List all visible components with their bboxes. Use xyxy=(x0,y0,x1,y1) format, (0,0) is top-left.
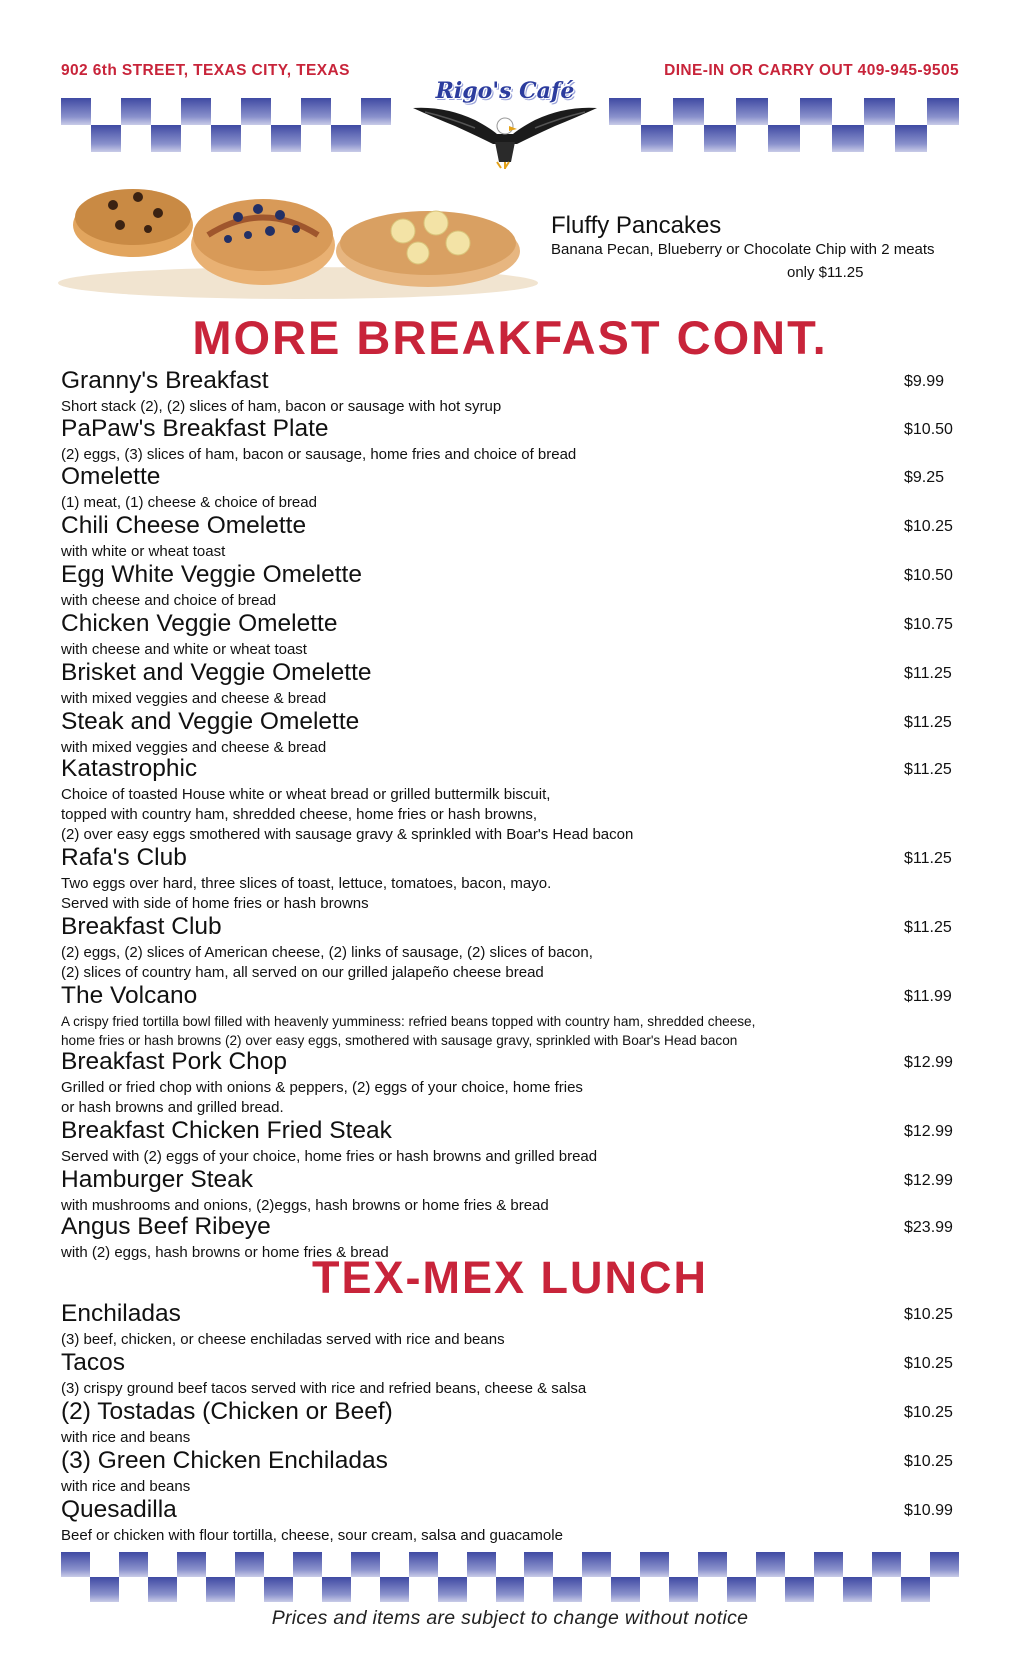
item-description: with cheese and choice of bread xyxy=(61,592,277,609)
checker-band-top-left xyxy=(61,98,391,152)
promo-title: Fluffy Pancakes xyxy=(551,212,722,239)
item-description: with (2) eggs, hash browns or home fries & bread xyxy=(61,1244,389,1261)
item-price: $10.25 xyxy=(904,518,953,535)
item-description: with rice and beans xyxy=(61,1429,191,1446)
promo-price: only $11.25 xyxy=(787,264,864,281)
item-name: Breakfast Chicken Fried Steak xyxy=(61,1117,392,1144)
item-price: $9.25 xyxy=(904,469,945,486)
item-description: (2) eggs, (2) slices of American cheese, (2) links of sausage, (2) slices of bacon, (2) slices of country ham, all served on our grilled jalapeño cheese bread xyxy=(61,944,593,981)
item-name: Enchiladas xyxy=(61,1300,181,1327)
item-description: Choice of toasted House white or wheat bread or grilled buttermilk biscuit, topped with country ham, shredded cheese, home fries or hash browns, (2) over easy eggs smothered with sausage gravy & sprinkled with Boar's Head bacon xyxy=(61,786,634,843)
eagle-icon xyxy=(405,78,605,170)
item-price: $12.99 xyxy=(904,1172,953,1189)
lunch-section-title: TEX-MEX LUNCH xyxy=(312,1252,708,1303)
item-description: Grilled or fried chop with onions & peppers, (2) eggs of your choice, home fries or hash browns and grilled bread. xyxy=(61,1079,583,1116)
footer-note: Prices and items are subject to change without notice xyxy=(271,1607,749,1629)
item-description: with cheese and white or wheat toast xyxy=(61,641,307,658)
breakfast-section-title: MORE BREAKFAST CONT. xyxy=(192,311,828,364)
item-name: Chili Cheese Omelette xyxy=(61,512,307,539)
item-name: (3) Green Chicken Enchiladas xyxy=(61,1447,388,1474)
item-description: (3) beef, chicken, or cheese enchiladas served with rice and beans xyxy=(61,1331,505,1348)
item-description: with rice and beans xyxy=(61,1478,191,1495)
item-description: with mixed veggies and cheese & bread xyxy=(61,690,327,707)
item-name: Chicken Veggie Omelette xyxy=(61,610,338,637)
item-price: $12.99 xyxy=(904,1054,953,1071)
item-description: A crispy fried tortilla bowl filled with heavenly yumminess: refried beans topped with country ham, shredded cheese, home fries or hash browns (2) over easy eggs, smothered with sausage gravy, sprinkled with Boar's Head bacon xyxy=(61,1014,756,1048)
item-price: $12.99 xyxy=(904,1123,953,1140)
checker-band-top-right xyxy=(609,98,959,152)
item-price: $11.99 xyxy=(904,988,952,1005)
item-price: $10.25 xyxy=(904,1404,953,1421)
item-name: Hamburger Steak xyxy=(61,1166,254,1193)
item-price: $11.25 xyxy=(904,665,952,682)
item-name: Tacos xyxy=(61,1349,126,1376)
item-description: (3) crispy ground beef tacos served with rice and refried beans, cheese & salsa xyxy=(61,1380,587,1397)
item-description: with mixed veggies and cheese & bread xyxy=(61,739,327,756)
item-description: with mushrooms and onions, (2)eggs, hash browns or home fries & bread xyxy=(61,1197,549,1214)
item-price: $11.25 xyxy=(904,850,952,867)
item-description: (1) meat, (1) cheese & choice of bread xyxy=(61,494,317,511)
item-price: $10.99 xyxy=(904,1502,953,1519)
item-name: The Volcano xyxy=(61,982,198,1009)
logo xyxy=(405,78,605,170)
item-price: $11.25 xyxy=(904,761,952,778)
item-description: Short stack (2), (2) slices of ham, bacon or sausage with hot syrup xyxy=(61,398,502,415)
item-name: Brisket and Veggie Omelette xyxy=(61,659,372,686)
item-name: Omelette xyxy=(61,463,161,490)
promo-description: Banana Pecan, Blueberry or Chocolate Chip with 2 meats xyxy=(551,241,935,258)
item-name: (2) Tostadas (Chicken or Beef) xyxy=(61,1398,393,1425)
pancakes-image xyxy=(48,165,548,305)
address-text: 902 6th STREET, TEXAS CITY, TEXAS xyxy=(61,62,350,79)
item-price: $11.25 xyxy=(904,714,952,731)
item-name: Rafa's Club xyxy=(61,844,187,871)
item-name: Granny's Breakfast xyxy=(61,367,269,394)
contact-text: DINE-IN OR CARRY OUT 409-945-9505 xyxy=(664,62,959,79)
item-name: PaPaw's Breakfast Plate xyxy=(61,415,329,442)
item-description: Served with (2) eggs of your choice, home fries or hash browns and grilled bread xyxy=(61,1148,598,1165)
item-description: (2) eggs, (3) slices of ham, bacon or sausage, home fries and choice of bread xyxy=(61,446,577,463)
item-description: Two eggs over hard, three slices of toast, lettuce, tomatoes, bacon, mayo. Served with side of home fries or hash browns xyxy=(61,875,552,912)
item-description: with white or wheat toast xyxy=(61,543,226,560)
item-price: $9.99 xyxy=(904,373,945,390)
item-name: Breakfast Club xyxy=(61,913,222,940)
item-name: Breakfast Pork Chop xyxy=(61,1048,288,1075)
item-price: $10.50 xyxy=(904,421,953,438)
item-price: $10.50 xyxy=(904,567,953,584)
item-name: Katastrophic xyxy=(61,755,198,782)
item-price: $10.75 xyxy=(904,616,953,633)
item-description: Beef or chicken with flour tortilla, cheese, sour cream, salsa and guacamole xyxy=(61,1527,563,1544)
checker-band-bottom xyxy=(61,1552,959,1602)
item-price: $10.25 xyxy=(904,1453,953,1470)
item-name: Quesadilla xyxy=(61,1496,177,1523)
item-name: Steak and Veggie Omelette xyxy=(61,708,360,735)
item-price: $10.25 xyxy=(904,1355,953,1372)
item-price: $11.25 xyxy=(904,919,952,936)
item-price: $10.25 xyxy=(904,1306,953,1323)
item-name: Egg White Veggie Omelette xyxy=(61,561,362,588)
item-price: $23.99 xyxy=(904,1219,953,1236)
logo-text: Rigo's Café xyxy=(435,78,575,104)
item-name: Angus Beef Ribeye xyxy=(61,1213,271,1240)
